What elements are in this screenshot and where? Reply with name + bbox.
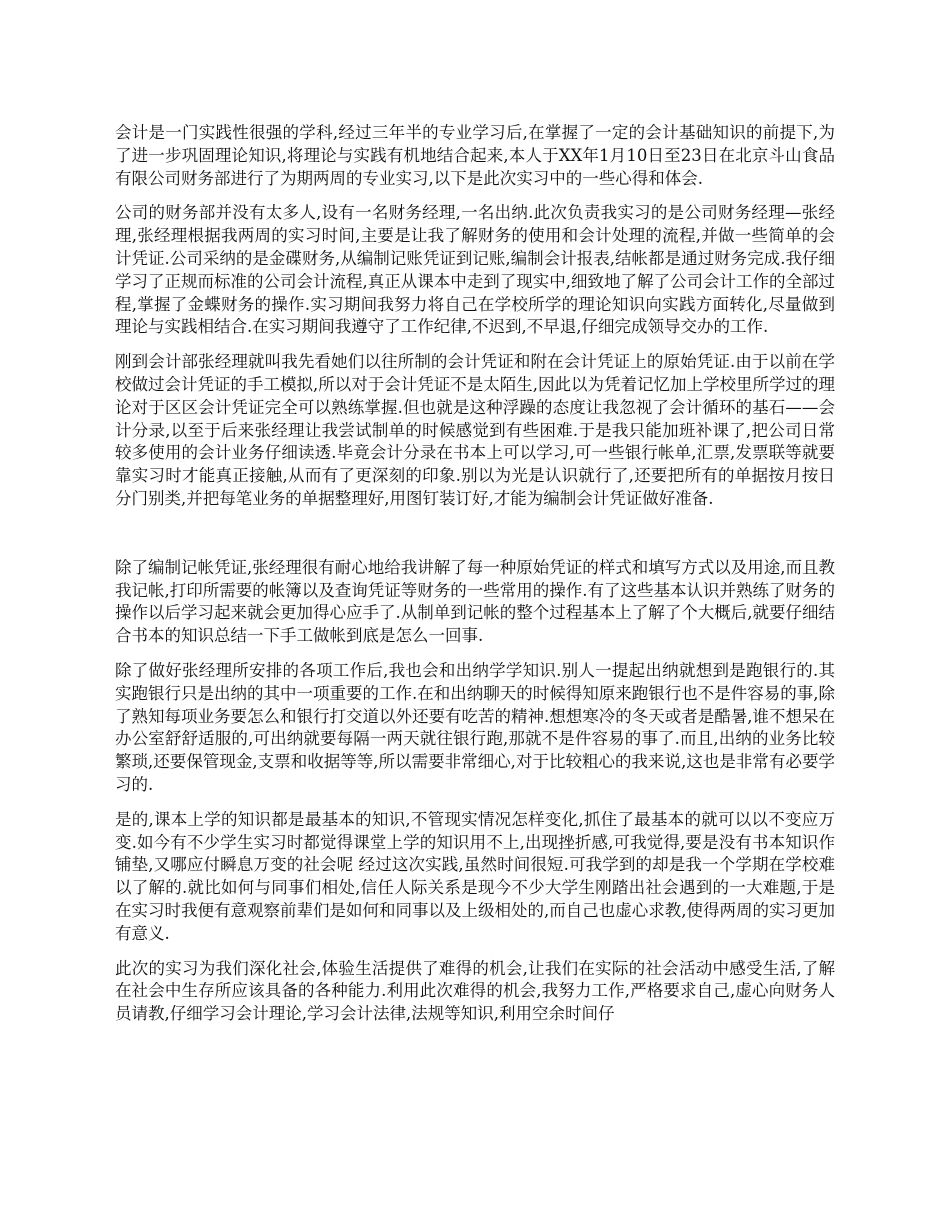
document-body bbox=[115, 122, 835, 1038]
paragraph-cashier: 除了做好张经理所安排的各项工作后,我也会和出纳学学知识.别人一提起出纳就想到是跑银行的.其实跑银行只是出纳的其中一项重要的工作.在和出纳聊天的时候得知原来跑银行也不是件容易的事,除了熟知每项业务要怎么和银行打交道以外还要有吃苦的精神.想想寒冷的冬天或者是酷暑,谁不想呆在办公室舒舒适服的,可出纳就要每隔一两天就往银行跑,那就不是件容易的事了.而且,出纳的业务比较繁琐,还要保管现金,支票和收据等等,所以需要非常细心,对于比较粗心的我来说,这也是非常有必要学习的. bbox=[115, 660, 835, 794]
paragraph-intro: 会计是一门实践性很强的学科,经过三年半的专业学习后,在掌握了一定的会计基础知识的前提下,为了进一步巩固理论知识,将理论与实践有机地结合起来,本人于XX年1月10日至23日在北京斗山食品有限公司财务部进行了为期两周的专业实习,以下是此次实习中的一些心得和体会. bbox=[115, 123, 835, 188]
paragraph-accounting-vouchers: 刚到会计部张经理就叫我先看她们以往所制的会计凭证和附在会计凭证上的原始凭证.由于以前在学校做过会计凭证的手工模拟,所以对于会计凭证不是太陌生,因此以为凭着记忆加上学校里所学过的理论对于区区会计凭证完全可以熟练掌握.但也就是这种浮躁的态度让我忽视了会计循环的基石——会计分录,以至于后来张经理让我尝试制单的时候感觉到有些困难.于是我只能加班补课了,把公司日常较多使用的会计业务仔细读透.毕竟会计分录在书本上可以学习,可一些银行帐单,汇票,发票联等就要靠实习时才能真正接触,从而有了更深刻的印象.别以为光是认识就行了,还要把所有的单据按月按日分门别类,并把每笔业务的单据整理好,用图钉装订好,才能为编制会计凭证做好准备. bbox=[115, 352, 835, 508]
paragraph-finance-department: 公司的财务部并没有太多人,设有一名财务经理,一名出纳.此次负责我实习的是公司财务经理—张经理,张经理根据我两周的实习时间,主要是让我了解财务的使用和会计处理的流程,并做一些简单的会计凭证.公司采纳的是金碟财务,从编制记账凭证到记账,编制会计报表,结帐都是通过财务完成.我仔细学习了正规而标准的公司会计流程,真正从课本中走到了现实中,细致地了解了公司会计工作的全部过程,掌握了金蝶财务的操作.实习期间我努力将自己在学校所学的理论知识向实践方面转化,尽量做到理论与实践相结合.在实习期间我遵守了工作纪律,不迟到,不早退,仔细完成领导交办的工作. bbox=[115, 203, 835, 337]
paragraph-conclusion: 此次的实习为我们深化社会,体验生活提供了难得的机会,让我们在实际的社会活动中感受生活,了解在社会中生存所应该具备的各种能力.利用此次难得的机会,我努力工作,严格要求自己,虚心向财务人员请教,仔细学习会计理论,学习会计法律,法规等知识,利用空余时间仔 bbox=[115, 958, 835, 1024]
paragraph-bookkeeping: 除了编制记帐凭证,张经理很有耐心地给我讲解了每一种原始凭证的样式和填写方式以及用途,而且教我记帐,打印所需要的帐簿以及查询凭证等财务的一些常用的操作.有了这些基本认识并熟练了财务的操作以后学习起来就会更加得心应手了.从制单到记帐的整个过程基本上了解了个大概后,就要仔细结合书本的知识总结一下手工做帐到底是怎么一回事. bbox=[115, 557, 835, 646]
paragraph-reflection: 是的,课本上学的知识都是最基本的知识,不管现实情况怎样变化,抓住了最基本的就可以以不变应万变.如今有不少学生实习时都觉得课堂上学的知识用不上,出现挫折感,可我觉得,要是没有书本知识作铺垫,又哪应付瞬息万变的社会呢 经过这次实践,虽然时间很短.可我学到的却是我一个学期在学校难以了解的.就比如何与同事们相处,信任人际关系是现今不少大学生刚踏出社会遇到的一大难题,于是在实习时我便有意观察前辈们是如何和同事以及上级相处的,而自己也虚心求教,使得两周的实习更加有意义. bbox=[115, 809, 835, 943]
